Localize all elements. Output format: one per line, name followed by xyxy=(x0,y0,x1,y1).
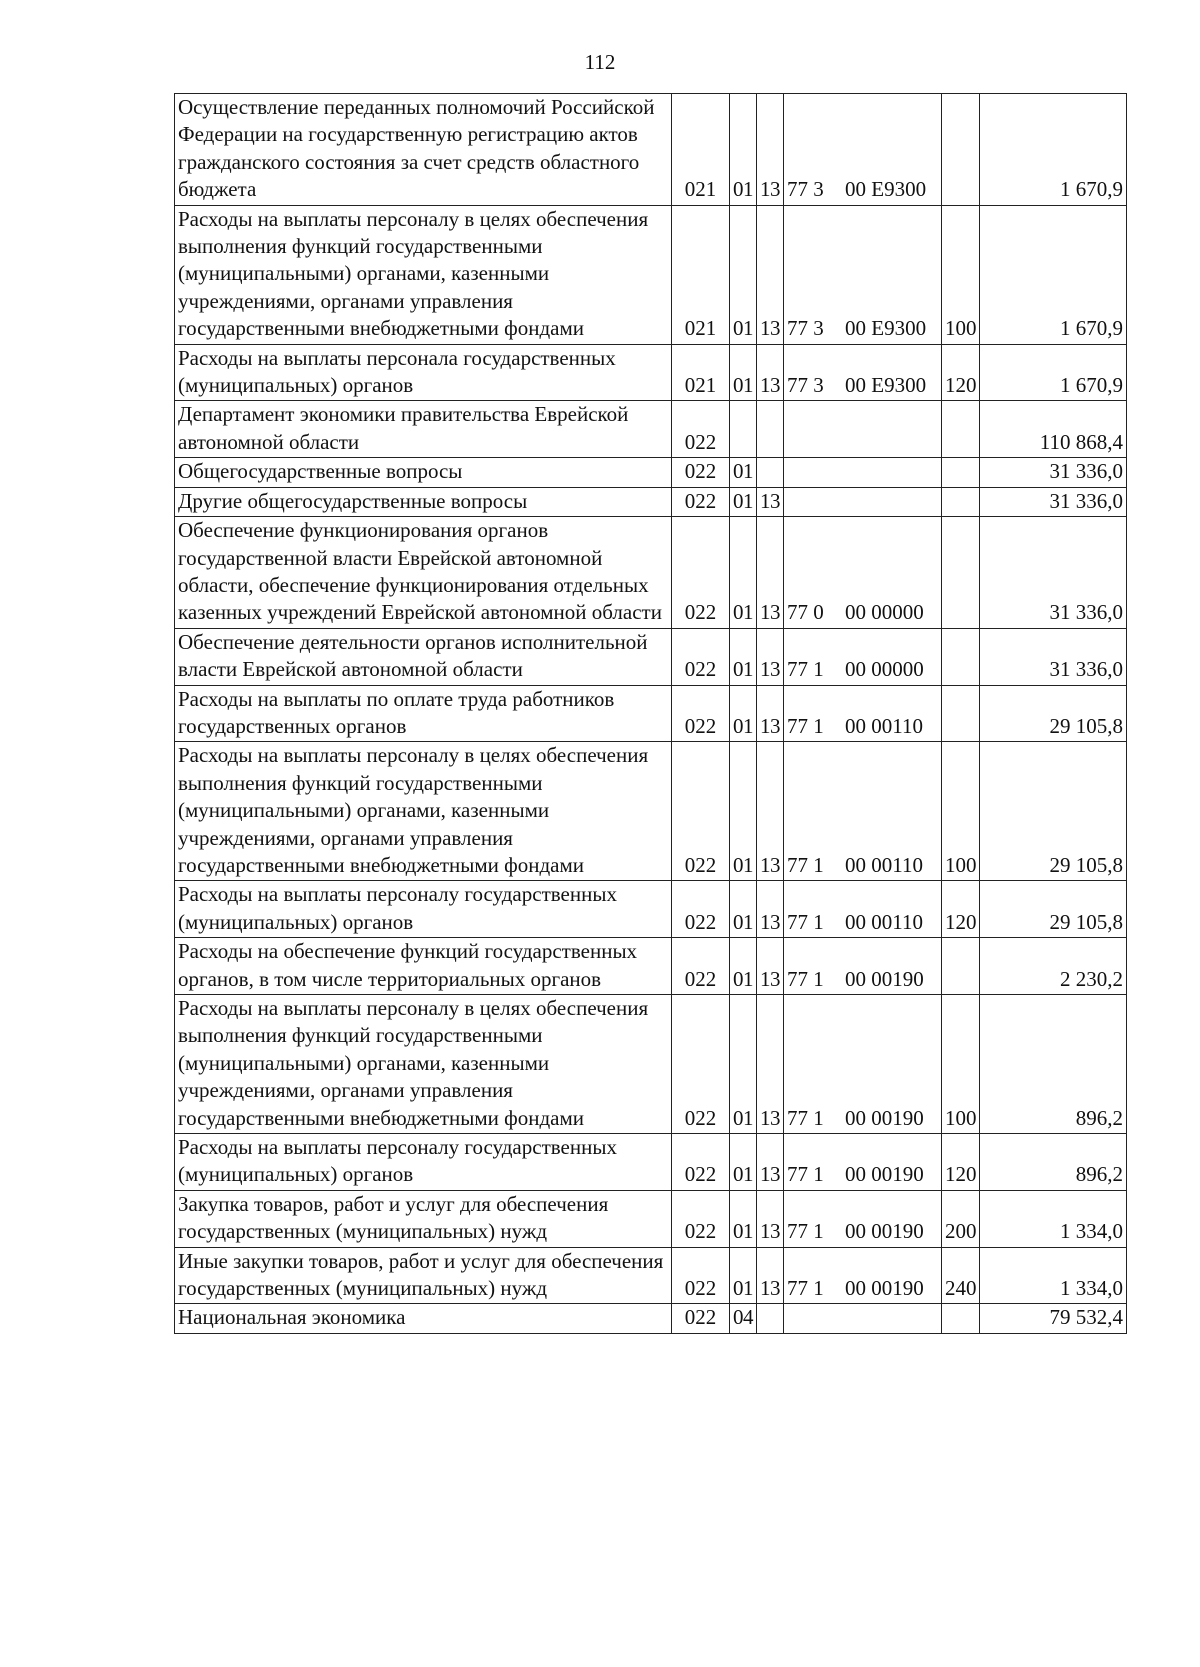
cell-subsection-code: 13 xyxy=(757,487,784,516)
cell-expense-type: 120 xyxy=(942,1134,980,1191)
cell-expense-type xyxy=(942,685,980,742)
target-article-direction: 00 00110 xyxy=(845,909,923,934)
cell-subsection-code: 13 xyxy=(757,881,784,938)
cell-subsection-code: 13 xyxy=(757,94,784,206)
cell-grbs-code: 021 xyxy=(672,94,730,206)
cell-grbs-code: 022 xyxy=(672,1247,730,1304)
cell-subsection-code xyxy=(757,1304,784,1333)
cell-expense-type: 100 xyxy=(942,995,980,1134)
table-row xyxy=(175,1304,1127,1333)
cell-item-name: Другие общегосударственные вопросы xyxy=(175,487,672,516)
target-article-direction: 00 00000 xyxy=(845,600,924,625)
cell-expense-type: 100 xyxy=(942,742,980,881)
cell-grbs-code: 021 xyxy=(672,344,730,401)
cell-item-name: Расходы на выплаты персоналу государственных (муниципальных) органов xyxy=(175,1134,672,1191)
target-article-direction: 00 E9300 xyxy=(845,316,927,341)
cell-section-code: 01 xyxy=(730,1134,757,1191)
target-article-direction: 00 00190 xyxy=(845,1276,924,1301)
cell-grbs-code: 022 xyxy=(672,995,730,1134)
cell-grbs-code: 022 xyxy=(672,401,730,458)
table-row xyxy=(175,938,1127,995)
cell-subsection-code: 13 xyxy=(757,517,784,629)
budget-table-body xyxy=(175,94,1127,1334)
cell-item-name: Национальная экономика xyxy=(175,1304,672,1333)
cell-item-name: Расходы на выплаты персоналу государственных (муниципальных) органов xyxy=(175,881,672,938)
cell-item-name: Расходы на выплаты персоналу в целях обеспечения выполнения функций государственными (муниципальными) органами, казенными учреждениями, органами управления государственными внебюджетными фондами xyxy=(175,995,672,1134)
table-row xyxy=(175,1247,1127,1304)
cell-section-code: 01 xyxy=(730,881,757,938)
target-article-program: 77 1 xyxy=(787,852,824,877)
cell-target-article xyxy=(784,344,942,401)
cell-target-article xyxy=(784,628,942,685)
target-article-program: 77 1 xyxy=(787,1276,824,1301)
cell-amount: 1 670,9 xyxy=(980,344,1127,401)
table-row xyxy=(175,881,1127,938)
cell-expense-type: 200 xyxy=(942,1190,980,1247)
target-article-program: 77 3 xyxy=(787,316,824,341)
cell-section-code: 01 xyxy=(730,205,757,344)
cell-item-name: Расходы на выплаты по оплате труда работников государственных органов xyxy=(175,685,672,742)
cell-subsection-code: 13 xyxy=(757,205,784,344)
page-number: 112 xyxy=(584,50,616,74)
target-article-program: 77 1 xyxy=(787,909,824,934)
cell-grbs-code: 022 xyxy=(672,628,730,685)
cell-target-article xyxy=(784,742,942,881)
cell-grbs-code: 022 xyxy=(672,685,730,742)
cell-amount: 896,2 xyxy=(980,1134,1127,1191)
cell-target-article xyxy=(784,685,942,742)
cell-subsection-code: 13 xyxy=(757,685,784,742)
cell-section-code: 01 xyxy=(730,344,757,401)
cell-subsection-code xyxy=(757,401,784,458)
table-row xyxy=(175,1134,1127,1191)
cell-item-name: Расходы на выплаты персонала государственных (муниципальных) органов xyxy=(175,344,672,401)
table-row xyxy=(175,628,1127,685)
table-row xyxy=(175,458,1127,487)
cell-subsection-code: 13 xyxy=(757,995,784,1134)
cell-section-code xyxy=(730,401,757,458)
cell-amount: 1 334,0 xyxy=(980,1247,1127,1304)
target-article-direction: 00 E9300 xyxy=(845,373,927,398)
target-article-program: 77 1 xyxy=(787,713,824,738)
target-article-direction: 00 00110 xyxy=(845,713,923,738)
cell-amount: 2 230,2 xyxy=(980,938,1127,995)
cell-subsection-code: 13 xyxy=(757,938,784,995)
target-article-direction: 00 00190 xyxy=(845,966,924,991)
cell-section-code: 01 xyxy=(730,995,757,1134)
cell-item-name: Департамент экономики правительства Еврейской автономной области xyxy=(175,401,672,458)
cell-target-article xyxy=(784,458,942,487)
cell-section-code: 04 xyxy=(730,1304,757,1333)
cell-subsection-code: 13 xyxy=(757,742,784,881)
cell-expense-type xyxy=(942,458,980,487)
cell-target-article xyxy=(784,1190,942,1247)
cell-grbs-code: 021 xyxy=(672,205,730,344)
cell-item-name: Расходы на выплаты персоналу в целях обеспечения выполнения функций государственными (муниципальными) органами, казенными учреждениями, органами управления государственными внебюджетными фондами xyxy=(175,742,672,881)
cell-expense-type xyxy=(942,487,980,516)
cell-target-article xyxy=(784,517,942,629)
cell-section-code: 01 xyxy=(730,487,757,516)
cell-target-article xyxy=(784,401,942,458)
table-row xyxy=(175,487,1127,516)
cell-expense-type xyxy=(942,1304,980,1333)
cell-expense-type: 120 xyxy=(942,881,980,938)
cell-amount: 31 336,0 xyxy=(980,487,1127,516)
target-article-program: 77 1 xyxy=(787,1162,824,1187)
target-article-program: 77 3 xyxy=(787,373,824,398)
cell-grbs-code: 022 xyxy=(672,881,730,938)
cell-expense-type: 120 xyxy=(942,344,980,401)
cell-subsection-code: 13 xyxy=(757,344,784,401)
table-row xyxy=(175,995,1127,1134)
cell-amount: 29 105,8 xyxy=(980,685,1127,742)
cell-item-name: Осуществление переданных полномочий Российской Федерации на государственную регистрацию актов гражданского состояния за счет средств областного бюджета xyxy=(175,94,672,206)
cell-amount: 1 670,9 xyxy=(980,205,1127,344)
table-row xyxy=(175,401,1127,458)
cell-target-article xyxy=(784,995,942,1134)
cell-amount: 1 670,9 xyxy=(980,94,1127,206)
cell-grbs-code: 022 xyxy=(672,742,730,881)
table-row xyxy=(175,94,1127,206)
cell-grbs-code: 022 xyxy=(672,517,730,629)
cell-item-name: Обеспечение деятельности органов исполнительной власти Еврейской автономной области xyxy=(175,628,672,685)
cell-target-article xyxy=(784,938,942,995)
target-article-program: 77 1 xyxy=(787,1219,824,1244)
cell-subsection-code: 13 xyxy=(757,1190,784,1247)
cell-amount: 31 336,0 xyxy=(980,628,1127,685)
cell-expense-type xyxy=(942,94,980,206)
cell-target-article xyxy=(784,881,942,938)
cell-section-code: 01 xyxy=(730,517,757,629)
cell-amount: 29 105,8 xyxy=(980,742,1127,881)
cell-target-article xyxy=(784,1247,942,1304)
cell-expense-type: 240 xyxy=(942,1247,980,1304)
target-article-direction: 00 00190 xyxy=(845,1105,924,1130)
target-article-program: 77 3 xyxy=(787,177,824,202)
cell-expense-type: 100 xyxy=(942,205,980,344)
cell-amount: 79 532,4 xyxy=(980,1304,1127,1333)
cell-expense-type xyxy=(942,938,980,995)
target-article-direction: 00 00000 xyxy=(845,657,924,682)
cell-grbs-code: 022 xyxy=(672,1304,730,1333)
budget-table xyxy=(174,93,1127,1334)
cell-expense-type xyxy=(942,517,980,629)
target-article-direction: 00 E9300 xyxy=(845,177,927,202)
cell-subsection-code: 13 xyxy=(757,1247,784,1304)
table-row xyxy=(175,685,1127,742)
target-article-program: 77 1 xyxy=(787,966,824,991)
cell-target-article xyxy=(784,94,942,206)
cell-amount: 1 334,0 xyxy=(980,1190,1127,1247)
target-article-program: 77 0 xyxy=(787,600,824,625)
cell-section-code: 01 xyxy=(730,94,757,206)
cell-grbs-code: 022 xyxy=(672,458,730,487)
table-row xyxy=(175,205,1127,344)
cell-item-name: Расходы на выплаты персоналу в целях обеспечения выполнения функций государственными (муниципальными) органами, казенными учреждениями, органами управления государственными внебюджетными фондами xyxy=(175,205,672,344)
cell-target-article xyxy=(784,1134,942,1191)
cell-item-name: Иные закупки товаров, работ и услуг для обеспечения государственных (муниципальных) нужд xyxy=(175,1247,672,1304)
cell-grbs-code: 022 xyxy=(672,938,730,995)
table-row xyxy=(175,517,1127,629)
cell-subsection-code: 13 xyxy=(757,1134,784,1191)
cell-grbs-code: 022 xyxy=(672,1134,730,1191)
cell-subsection-code xyxy=(757,458,784,487)
cell-subsection-code: 13 xyxy=(757,628,784,685)
cell-amount: 31 336,0 xyxy=(980,458,1127,487)
cell-item-name: Расходы на обеспечение функций государственных органов, в том числе территориальных органов xyxy=(175,938,672,995)
cell-target-article xyxy=(784,205,942,344)
cell-target-article xyxy=(784,487,942,516)
cell-item-name: Общегосударственные вопросы xyxy=(175,458,672,487)
cell-amount: 31 336,0 xyxy=(980,517,1127,629)
cell-grbs-code: 022 xyxy=(672,1190,730,1247)
cell-section-code: 01 xyxy=(730,938,757,995)
cell-section-code: 01 xyxy=(730,742,757,881)
cell-target-article xyxy=(784,1304,942,1333)
target-article-direction: 00 00190 xyxy=(845,1162,924,1187)
target-article-direction: 00 00190 xyxy=(845,1219,924,1244)
cell-expense-type xyxy=(942,628,980,685)
cell-section-code: 01 xyxy=(730,628,757,685)
cell-item-name: Обеспечение функционирования органов государственной власти Еврейской автономной области, обеспечение функционирования отдельных казенных учреждений Еврейской автономной области xyxy=(175,517,672,629)
cell-amount: 110 868,4 xyxy=(980,401,1127,458)
cell-section-code: 01 xyxy=(730,1190,757,1247)
table-row xyxy=(175,344,1127,401)
cell-section-code: 01 xyxy=(730,458,757,487)
cell-grbs-code: 022 xyxy=(672,487,730,516)
target-article-program: 77 1 xyxy=(787,657,824,682)
target-article-direction: 00 00110 xyxy=(845,852,923,877)
cell-amount: 896,2 xyxy=(980,995,1127,1134)
table-row xyxy=(175,1190,1127,1247)
cell-item-name: Закупка товаров, работ и услуг для обеспечения государственных (муниципальных) нужд xyxy=(175,1190,672,1247)
table-row xyxy=(175,742,1127,881)
cell-amount: 29 105,8 xyxy=(980,881,1127,938)
target-article-program: 77 1 xyxy=(787,1105,824,1130)
cell-section-code: 01 xyxy=(730,685,757,742)
cell-section-code: 01 xyxy=(730,1247,757,1304)
cell-expense-type xyxy=(942,401,980,458)
